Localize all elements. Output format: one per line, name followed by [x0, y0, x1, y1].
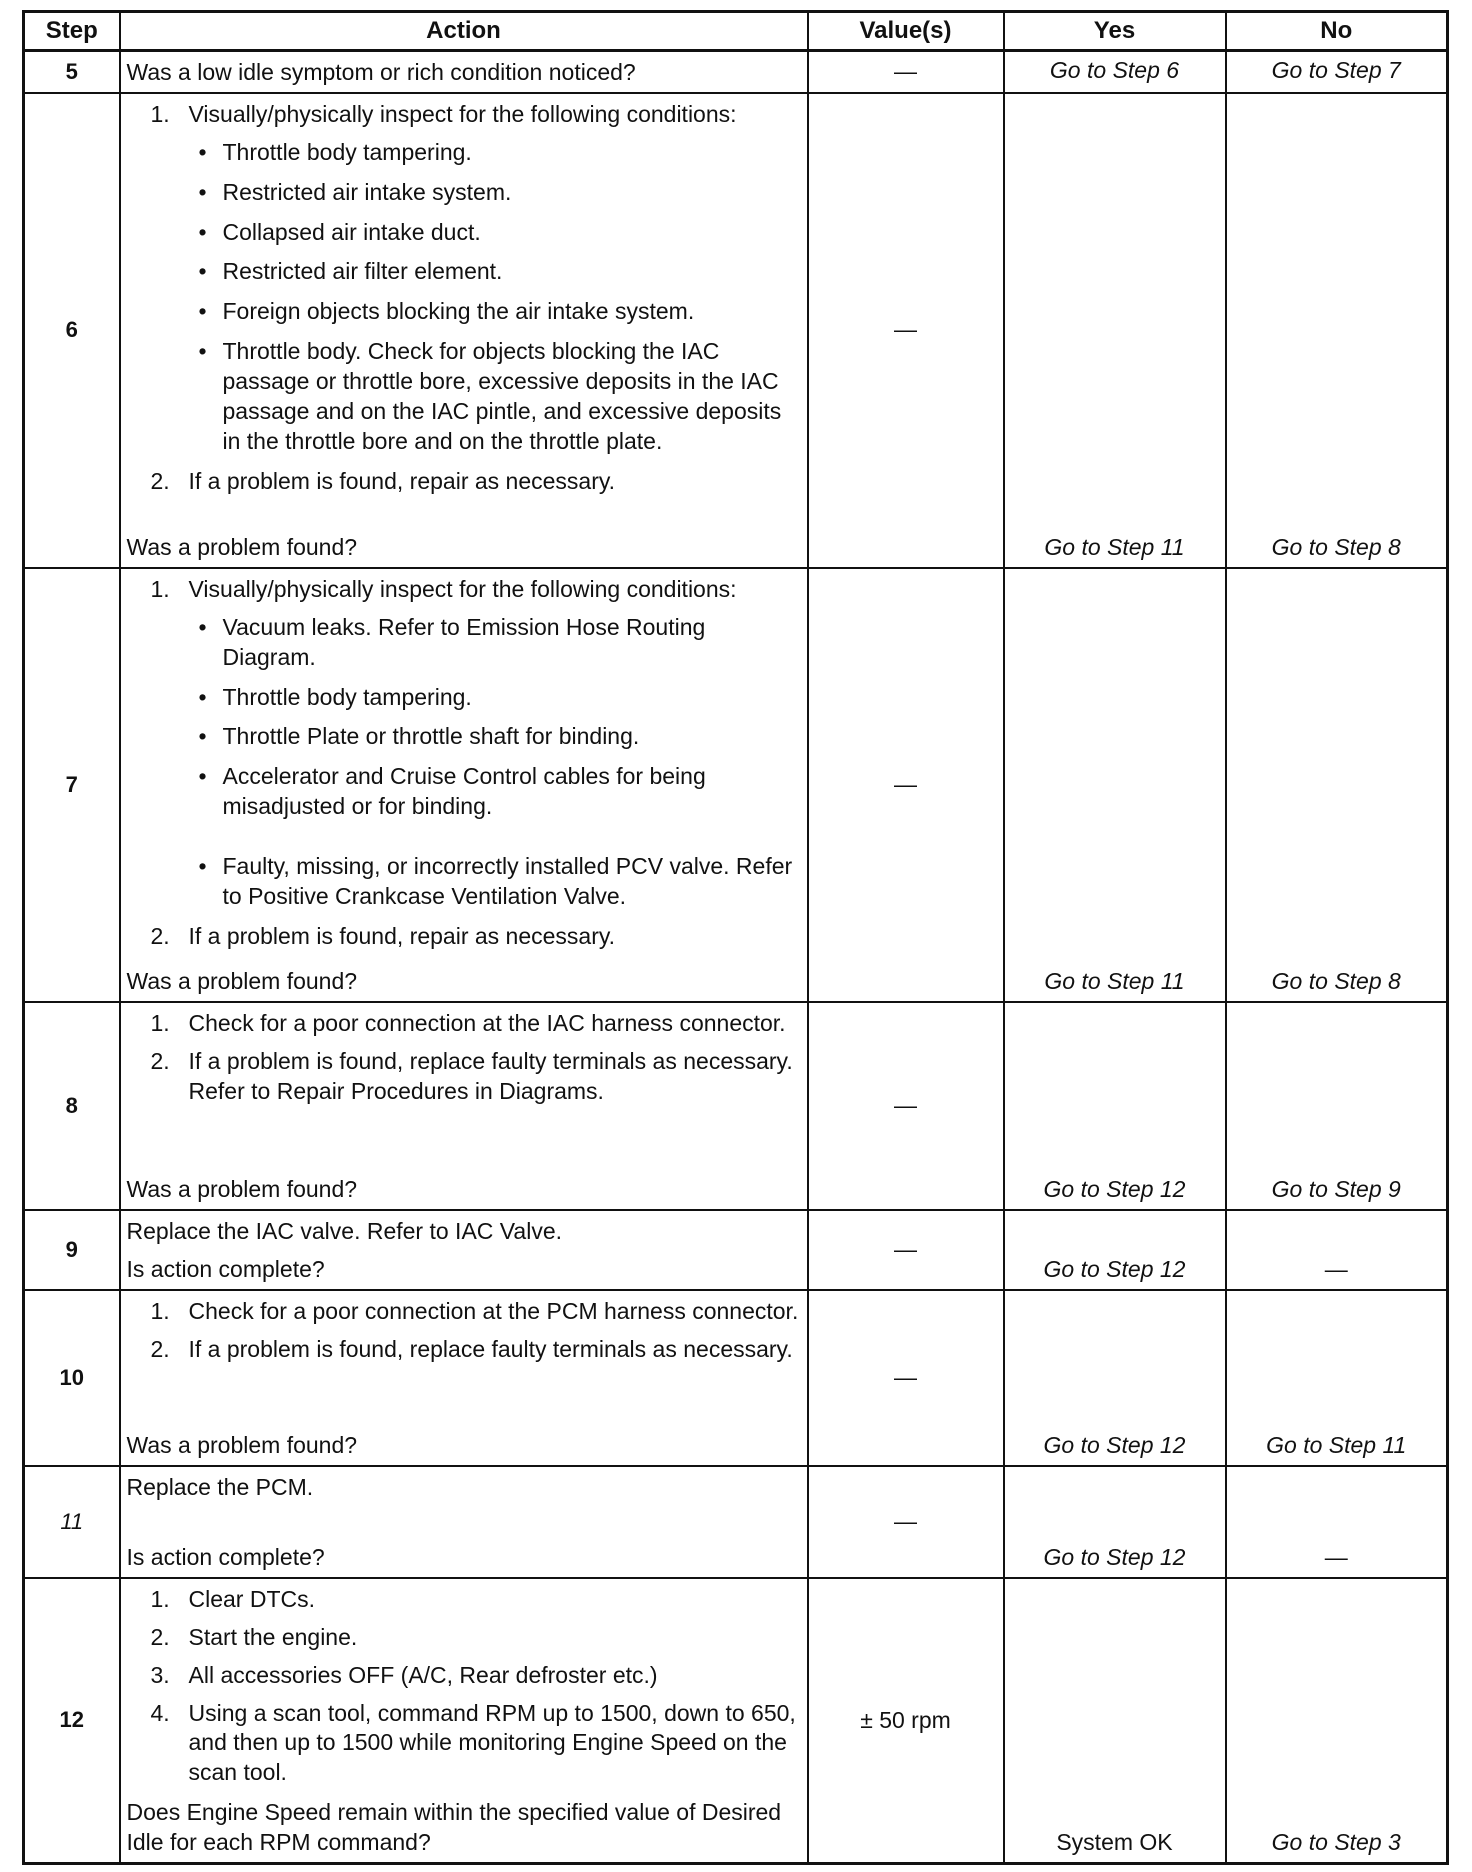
no-result: Go to Step 8 — [1226, 568, 1448, 1002]
question-text: Does Engine Speed remain within the specified value of Desired Idle for each RPM command? — [126, 1799, 782, 1856]
header-step: Step — [24, 12, 120, 51]
action-cell — [120, 1210, 808, 1290]
value-cell: — — [808, 1002, 1004, 1210]
table-row — [24, 1290, 1448, 1466]
step-number: 5 — [24, 51, 120, 93]
action-text: Replace the PCM. — [126, 1473, 314, 1500]
value-cell: ± 50 rpm — [808, 1578, 1004, 1864]
question-text: Was a problem found? — [126, 534, 358, 560]
yes-result: Go to Step 6 — [1004, 51, 1226, 93]
question-text: Is action complete? — [126, 1256, 325, 1282]
diagnostic-document — [22, 10, 1446, 1860]
yes-result: Go to Step 12 — [1004, 1290, 1226, 1466]
value-cell: — — [808, 1210, 1004, 1290]
condition-bullet: • Vacuum leaks. Refer to Emission Hose Routing Diagram. — [189, 613, 801, 673]
yes-result: System OK — [1004, 1578, 1226, 1864]
action-cell — [120, 93, 808, 568]
table-row — [24, 1210, 1448, 1290]
step-number: 7 — [24, 568, 120, 1002]
action-item: 1. Clear DTCs. — [150, 1585, 316, 1612]
no-result: Go to Step 9 — [1226, 1002, 1448, 1210]
header-no: No — [1226, 12, 1448, 51]
step-number: 9 — [24, 1210, 120, 1290]
action-item: 2. If a problem is found, repair as necessary. — [150, 467, 616, 494]
action-item: 2. Start the engine. — [150, 1623, 358, 1650]
question-text: Is action complete? — [126, 1544, 325, 1570]
yes-result: Go to Step 11 — [1004, 93, 1226, 568]
table-row — [24, 1578, 1448, 1864]
yes-result: Go to Step 12 — [1004, 1002, 1226, 1210]
table-row — [24, 51, 1448, 93]
no-result: — — [1226, 1466, 1448, 1578]
action-cell — [120, 1002, 808, 1210]
action-item: 1. Visually/physically inspect for the following conditions: • Vacuum leaks. Refer to Emission Hose Routing Diagram. • Throttle body tampering. • Throttle Plate or throttle shaft for binding. • Accelerator and Cruise Control cables for being misadjusted or for binding. • Faulty, missing, or incorrectly installed PCV valve. Refer to Positive Crankcase Ventilation Valve. — [127, 575, 801, 912]
table-row — [24, 93, 1448, 568]
header-yes: Yes — [1004, 12, 1226, 51]
action-item: 3. All accessories OFF (A/C, Rear defroster etc.) — [150, 1661, 658, 1688]
header-row — [24, 12, 1448, 51]
action-item: 1. Visually/physically inspect for the following conditions: • Throttle body tampering. • Restricted air intake system. • Collapsed air intake duct. • Restricted air filter element. • Foreign objects blocking the air intake system. • Throttle body. Check for objects blocking the IAC passage or throttle bore, excessive deposits in the IAC passage and on the IAC pintle, and excessive deposits in the throttle bore and on the throttle plate. — [127, 100, 801, 457]
table-row — [24, 1466, 1448, 1578]
condition-bullet: • Restricted air filter element. — [189, 257, 801, 287]
action-item: 2. If a problem is found, replace faulty terminals as necessary. — [150, 1335, 793, 1362]
value-cell: — — [808, 51, 1004, 93]
condition-bullet: • Collapsed air intake duct. — [189, 218, 801, 248]
step-number: 11 — [24, 1466, 120, 1578]
action-cell — [120, 1466, 808, 1578]
yes-result: Go to Step 12 — [1004, 1210, 1226, 1290]
step-number: 8 — [24, 1002, 120, 1210]
question-text: Was a problem found? — [126, 968, 358, 994]
action-item: 2. If a problem is found, replace faulty terminals as necessary. Refer to Repair Procedures in Diagrams. — [150, 1047, 793, 1104]
no-result: Go to Step 3 — [1226, 1578, 1448, 1864]
no-result: Go to Step 11 — [1226, 1290, 1448, 1466]
action-cell — [120, 1578, 808, 1864]
condition-bullet: • Throttle body. Check for objects blocking the IAC passage or throttle bore, excessive deposits in the IAC passage and on the IAC pintle, and excessive deposits in the throttle bore and on the throttle plate. — [189, 337, 801, 457]
no-result: — — [1226, 1210, 1448, 1290]
yes-result: Go to Step 12 — [1004, 1466, 1226, 1578]
question-text: Was a problem found? — [126, 1176, 358, 1202]
table-row — [24, 568, 1448, 1002]
action-text: Replace the IAC valve. Refer to IAC Valve. — [126, 1217, 562, 1244]
action-item: 2. If a problem is found, repair as necessary. — [150, 922, 616, 949]
condition-bullet: • Throttle Plate or throttle shaft for binding. — [189, 722, 801, 752]
step-number: 6 — [24, 93, 120, 568]
no-result: Go to Step 7 — [1226, 51, 1448, 93]
action-item: 4. Using a scan tool, command RPM up to 1500, down to 650, and then up to 1500 while monitoring Engine Speed on the scan tool. — [150, 1699, 796, 1786]
value-cell: — — [808, 93, 1004, 568]
diagnostic-table — [22, 10, 1449, 1865]
action-cell — [120, 1290, 808, 1466]
header-action: Action — [120, 12, 808, 51]
value-cell: — — [808, 1290, 1004, 1466]
action-text: Was a low idle symptom or rich condition noticed? — [126, 59, 636, 85]
condition-bullet: • Throttle body tampering. — [189, 138, 801, 168]
action-cell — [120, 51, 808, 93]
condition-bullet: • Throttle body tampering. — [189, 683, 801, 713]
action-cell — [120, 568, 808, 1002]
action-item: 1. Check for a poor connection at the PCM harness connector. — [150, 1297, 799, 1324]
condition-bullet: • Restricted air intake system. — [189, 178, 801, 208]
value-cell: — — [808, 1466, 1004, 1578]
action-item: 1. Check for a poor connection at the IAC harness connector. — [150, 1009, 786, 1036]
value-cell: — — [808, 568, 1004, 1002]
header-values: Value(s) — [808, 12, 1004, 51]
table-row — [24, 1002, 1448, 1210]
condition-bullet: • Foreign objects blocking the air intake system. — [189, 297, 801, 327]
yes-result: Go to Step 11 — [1004, 568, 1226, 1002]
no-result: Go to Step 8 — [1226, 93, 1448, 568]
condition-bullet: • Accelerator and Cruise Control cables for being misadjusted or for binding. — [189, 762, 801, 822]
step-number: 10 — [24, 1290, 120, 1466]
condition-bullet: • Faulty, missing, or incorrectly installed PCV valve. Refer to Positive Crankcase Ventilation Valve. — [189, 852, 801, 912]
question-text: Was a problem found? — [126, 1432, 358, 1458]
step-number: 12 — [24, 1578, 120, 1864]
